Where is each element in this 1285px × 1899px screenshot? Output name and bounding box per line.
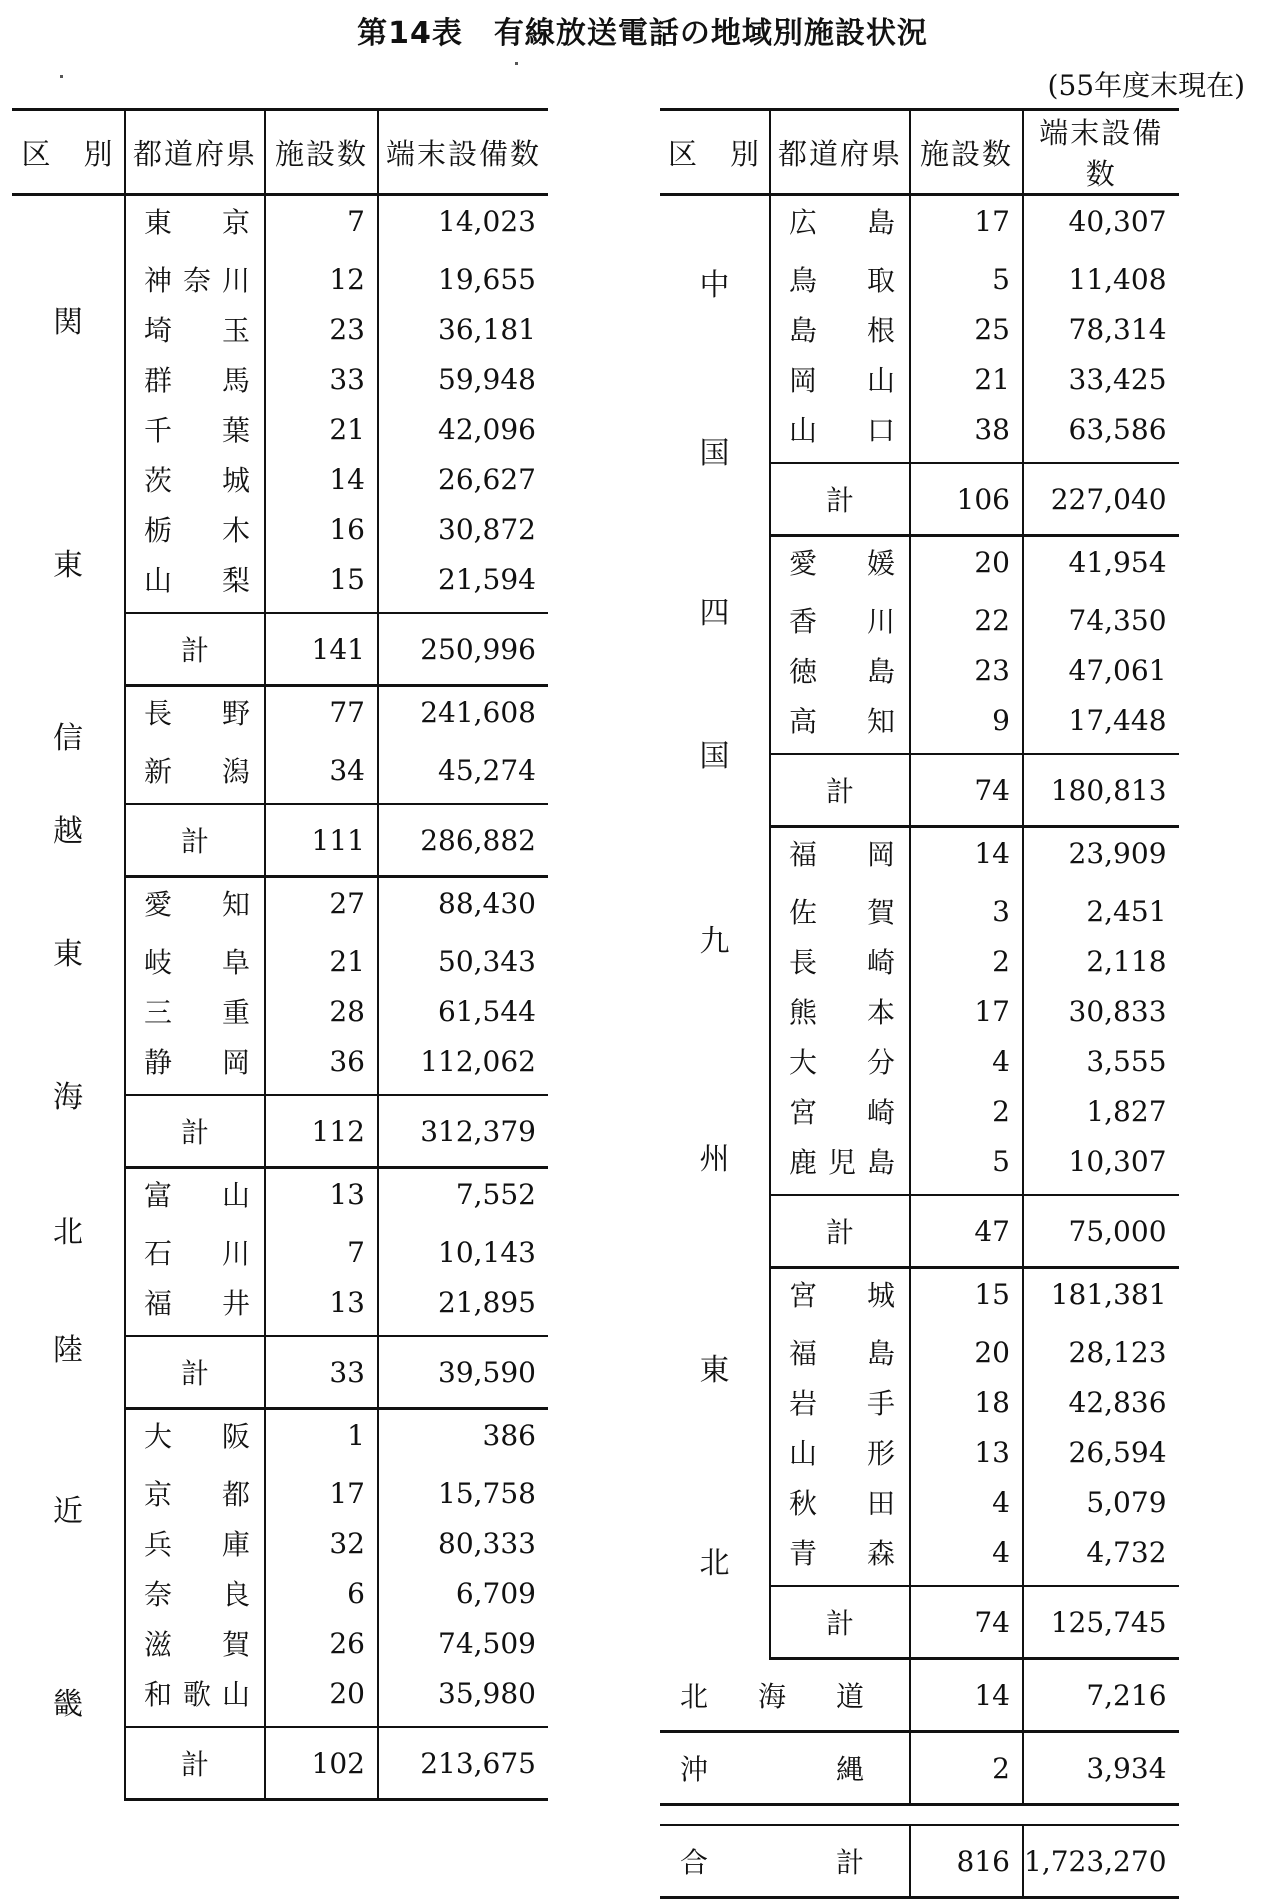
subtotal-label: 計 <box>125 613 265 686</box>
spacer <box>378 246 548 254</box>
prefecture-cell: 熊本 <box>770 986 910 1036</box>
spacer <box>910 1319 1023 1327</box>
terminals-cell: 181,381 <box>1050 1277 1167 1311</box>
terminals-cell: 23,909 <box>1068 836 1167 870</box>
subtotal-facilities: 102 <box>265 1727 378 1800</box>
region-cell <box>660 1268 770 1659</box>
prefecture-cell: 福井 <box>125 1277 265 1327</box>
single-region-row <box>660 1659 1179 1732</box>
region-name <box>660 1270 769 1656</box>
region-name <box>12 688 124 874</box>
prefecture-cell: 群馬 <box>125 354 265 404</box>
grand-total-terminals: 1,723,270 <box>1023 1825 1179 1898</box>
subtotal-terminals: 286,882 <box>378 804 548 877</box>
header-facilities: 施設数 <box>265 110 378 195</box>
facilities-cell: 27 <box>265 877 378 929</box>
prefecture-cell: 栃木 <box>125 504 265 554</box>
prefecture-cell: 和歌山 <box>125 1668 265 1718</box>
spacer <box>378 604 548 613</box>
terminals-cell: 26,627 <box>438 462 536 496</box>
facilities-cell: 21 <box>910 354 1023 404</box>
table-row <box>12 1168 548 1220</box>
facilities-cell: 5 <box>910 254 1023 304</box>
region-char: 北 <box>699 1545 730 1581</box>
subtotal-facilities: 74 <box>910 754 1023 827</box>
facilities-cell: 3 <box>910 886 1023 936</box>
facilities-cell: 14 <box>910 827 1023 879</box>
terminals-cell: 61,544 <box>438 994 536 1028</box>
facilities-cell: 14 <box>265 454 378 504</box>
terminals-cell: 36,181 <box>438 312 536 346</box>
spacer <box>265 795 378 804</box>
terminals-cell: 10,143 <box>438 1235 536 1269</box>
spacer <box>910 587 1023 595</box>
prefecture-cell: 山口 <box>770 404 910 454</box>
terminals-cell: 41,954 <box>1068 545 1167 579</box>
prefecture-cell: 石川 <box>125 1227 265 1277</box>
spacer <box>265 1219 378 1227</box>
spacer <box>378 1460 548 1468</box>
terminals-cell: 33,425 <box>1068 362 1167 396</box>
region-cell <box>12 877 125 1168</box>
single-region-label: 沖縄 <box>660 1732 910 1805</box>
facilities-cell: 28 <box>265 986 378 1036</box>
subtotal-facilities: 106 <box>910 463 1023 536</box>
facilities-cell: 20 <box>910 536 1023 588</box>
prefecture-cell: 香川 <box>770 595 910 645</box>
spacer <box>910 878 1023 886</box>
region-name <box>660 198 769 534</box>
spacer <box>770 745 910 754</box>
table-row <box>12 877 548 929</box>
region-cell <box>660 195 770 536</box>
spacer <box>1023 1319 1179 1327</box>
spacer <box>1023 878 1179 886</box>
prefecture-cell: 佐賀 <box>770 886 910 936</box>
spacer <box>910 745 1023 754</box>
header-prefecture: 都道府県 <box>125 110 265 195</box>
terminals-cell: 5,079 <box>1086 1485 1167 1519</box>
terminals-cell: 26,594 <box>1068 1435 1167 1469</box>
region-char: 近 <box>53 1493 83 1529</box>
terminals-cell: 11,408 <box>1068 262 1167 296</box>
terminals-cell: 30,872 <box>438 512 536 546</box>
region-char: 九 <box>699 924 730 959</box>
terminals-cell: 74,509 <box>438 1626 536 1660</box>
terminals-cell: 42,096 <box>438 412 536 446</box>
subtotal-label: 計 <box>125 804 265 877</box>
table-row <box>660 195 1179 247</box>
terminals-cell: 3,555 <box>1086 1044 1167 1078</box>
right-table <box>660 108 1179 1899</box>
subtotal-facilities: 33 <box>265 1336 378 1409</box>
terminals-cell: 50,343 <box>438 944 536 978</box>
subtotal-terminals: 75,000 <box>1023 1195 1179 1268</box>
facilities-cell: 77 <box>265 686 378 738</box>
prefecture-cell: 埼玉 <box>125 304 265 354</box>
terminals-cell: 21,594 <box>438 562 536 596</box>
terminals-cell: 17,448 <box>1068 703 1167 737</box>
spacer <box>770 1577 910 1586</box>
terminals-cell: 88,430 <box>438 886 536 920</box>
region-char: 海 <box>53 1079 83 1115</box>
prefecture-cell: 山形 <box>770 1427 910 1477</box>
spacer <box>910 1577 1023 1586</box>
spacer <box>770 1319 910 1327</box>
facilities-cell: 13 <box>910 1427 1023 1477</box>
table-row <box>660 827 1179 879</box>
spacer <box>378 795 548 804</box>
spacer <box>770 878 910 886</box>
spacer <box>265 737 378 745</box>
prefecture-cell: 静岡 <box>125 1036 265 1086</box>
prefecture-cell: 宮崎 <box>770 1086 910 1136</box>
subtotal-terminals: 312,379 <box>378 1095 548 1168</box>
terminals-cell: 80,333 <box>438 1526 536 1560</box>
prefecture-cell: 三重 <box>125 986 265 1036</box>
facilities-cell: 18 <box>910 1377 1023 1427</box>
facilities-cell: 32 <box>265 1518 378 1568</box>
table-title: 第14表 有線放送電話の地域別施設状況 <box>357 16 928 51</box>
terminals-cell: 2,451 <box>1086 894 1167 928</box>
prefecture-cell: 愛知 <box>125 877 265 929</box>
spacer <box>265 604 378 613</box>
left-table-block <box>12 108 660 1801</box>
region-name <box>12 1170 124 1406</box>
subtotal-facilities: 74 <box>910 1586 1023 1659</box>
region-cell <box>12 195 125 686</box>
facilities-cell: 6 <box>265 1568 378 1618</box>
facilities-cell: 4 <box>910 1527 1023 1577</box>
spacer <box>1023 1186 1179 1195</box>
prefecture-cell: 大分 <box>770 1036 910 1086</box>
prefecture-cell: 茨城 <box>125 454 265 504</box>
header-prefecture: 都道府県 <box>770 110 910 195</box>
facilities-cell: 36 <box>265 1036 378 1086</box>
table-row <box>660 1268 1179 1320</box>
spacer <box>910 454 1023 463</box>
spacer <box>378 1327 548 1336</box>
terminals-cell: 386 <box>482 1418 536 1452</box>
region-char: 東 <box>53 936 83 972</box>
facilities-cell: 12 <box>265 254 378 304</box>
spacer <box>1023 246 1179 254</box>
terminals-cell: 45,274 <box>438 753 536 787</box>
subtotal-facilities: 47 <box>910 1195 1023 1268</box>
region-char: 中 <box>699 267 730 303</box>
spacer <box>378 737 548 745</box>
facilities-cell: 16 <box>265 504 378 554</box>
spacer <box>125 1327 265 1336</box>
subtotal-label: 計 <box>770 1195 910 1268</box>
prefecture-cell: 奈良 <box>125 1568 265 1618</box>
spacer <box>770 454 910 463</box>
region-cell <box>12 686 125 877</box>
terminals-cell: 21,895 <box>438 1285 536 1319</box>
header-terminals: 端末設備数 <box>1023 110 1179 195</box>
facilities-cell: 21 <box>265 404 378 454</box>
prefecture-cell: 千葉 <box>125 404 265 454</box>
subtotal-terminals: 180,813 <box>1023 754 1179 827</box>
subtotal-terminals: 227,040 <box>1023 463 1179 536</box>
spacer-row <box>660 1805 1179 1826</box>
facilities-cell: 20 <box>910 1327 1023 1377</box>
region-char: 国 <box>699 738 730 774</box>
spacer <box>770 246 910 254</box>
table-row <box>660 536 1179 588</box>
grand-total-row <box>660 1825 1179 1898</box>
prefecture-cell: 宮城 <box>770 1268 910 1320</box>
subtotal-terminals: 125,745 <box>1023 1586 1179 1659</box>
spacer <box>660 1805 1179 1826</box>
prefecture-cell: 大阪 <box>125 1409 265 1461</box>
spacer <box>125 795 265 804</box>
terminals-cell: 3,934 <box>1023 1732 1179 1805</box>
prefecture-cell: 滋賀 <box>125 1618 265 1668</box>
facilities-cell: 2 <box>910 936 1023 986</box>
facilities-cell: 38 <box>910 404 1023 454</box>
spacer <box>770 1186 910 1195</box>
facilities-cell: 17 <box>910 195 1023 247</box>
terminals-cell: 47,061 <box>1068 653 1167 687</box>
region-char: 関 <box>53 305 83 341</box>
subtotal-label: 計 <box>125 1336 265 1409</box>
header-row <box>12 110 548 195</box>
spacer <box>125 1460 265 1468</box>
as-of-note: (55年度末現在) <box>1047 69 1245 102</box>
prefecture-cell: 福岡 <box>770 827 910 879</box>
subtotal-label: 計 <box>770 754 910 827</box>
facilities-cell: 33 <box>265 354 378 404</box>
table-row <box>12 195 548 247</box>
terminals-cell: 59,948 <box>438 362 536 396</box>
spacer <box>378 928 548 936</box>
spacer <box>125 1219 265 1227</box>
prefecture-cell: 長崎 <box>770 936 910 986</box>
facilities-cell: 7 <box>265 195 378 247</box>
terminals-cell: 7,216 <box>1023 1659 1179 1732</box>
facilities-cell: 2 <box>910 1732 1023 1805</box>
facilities-cell: 26 <box>265 1618 378 1668</box>
region-name <box>12 1411 124 1797</box>
region-char: 国 <box>699 435 730 471</box>
facilities-cell: 13 <box>265 1168 378 1220</box>
region-char: 畿 <box>53 1686 83 1722</box>
subtotal-label: 計 <box>770 463 910 536</box>
subtotal-facilities: 112 <box>265 1095 378 1168</box>
spacer <box>378 1718 548 1727</box>
terminals-cell: 42,836 <box>1068 1385 1167 1419</box>
terminals-cell: 6,709 <box>455 1576 536 1610</box>
spacer <box>265 928 378 936</box>
region-cell <box>12 1168 125 1409</box>
prefecture-cell: 徳島 <box>770 645 910 695</box>
region-char: 東 <box>53 548 83 584</box>
subtotal-label: 計 <box>770 1586 910 1659</box>
spacer <box>265 1718 378 1727</box>
spacer <box>125 928 265 936</box>
scan-speck <box>60 75 63 78</box>
facilities-cell: 13 <box>265 1277 378 1327</box>
facilities-cell: 1 <box>265 1409 378 1461</box>
table-row <box>12 1409 548 1461</box>
header-facilities: 施設数 <box>910 110 1023 195</box>
subtotal-label: 計 <box>125 1095 265 1168</box>
spacer <box>125 604 265 613</box>
facilities-cell: 5 <box>910 1136 1023 1186</box>
region-char: 信 <box>53 720 83 756</box>
terminals-cell: 63,586 <box>1068 412 1167 446</box>
spacer <box>1023 1577 1179 1586</box>
facilities-cell: 7 <box>265 1227 378 1277</box>
grand-total-label: 合計 <box>660 1825 910 1898</box>
region-cell <box>12 1409 125 1800</box>
facilities-cell: 20 <box>265 1668 378 1718</box>
spacer <box>1023 587 1179 595</box>
region-char: 東 <box>699 1352 730 1388</box>
terminals-cell: 4,732 <box>1086 1535 1167 1569</box>
spacer <box>265 246 378 254</box>
subtotal-facilities: 111 <box>265 804 378 877</box>
spacer <box>125 1718 265 1727</box>
facilities-cell: 17 <box>265 1468 378 1518</box>
prefecture-cell: 鳥取 <box>770 254 910 304</box>
subtotal-terminals: 39,590 <box>378 1336 548 1409</box>
spacer <box>125 246 265 254</box>
subtotal-label: 計 <box>125 1727 265 1800</box>
prefecture-cell: 福島 <box>770 1327 910 1377</box>
prefecture-cell: 長野 <box>125 686 265 738</box>
terminals-cell: 2,118 <box>1086 944 1167 978</box>
spacer <box>770 587 910 595</box>
table-row <box>12 686 548 738</box>
prefecture-cell: 神奈川 <box>125 254 265 304</box>
prefecture-cell: 兵庫 <box>125 1518 265 1568</box>
spacer <box>265 1460 378 1468</box>
subtotal-terminals: 213,675 <box>378 1727 548 1800</box>
terminals-cell: 7,552 <box>455 1177 536 1211</box>
terminals-cell: 19,655 <box>438 262 536 296</box>
terminals-cell: 112,062 <box>420 1044 536 1078</box>
facilities-cell: 34 <box>265 745 378 795</box>
spacer <box>125 1086 265 1095</box>
facilities-cell: 4 <box>910 1036 1023 1086</box>
right-table-block <box>660 108 1272 1899</box>
region-name <box>660 829 769 1265</box>
subtotal-terminals: 250,996 <box>378 613 548 686</box>
spacer <box>125 737 265 745</box>
terminals-cell: 74,350 <box>1068 603 1167 637</box>
spacer <box>910 1186 1023 1195</box>
region-cell <box>660 536 770 827</box>
prefecture-cell: 秋田 <box>770 1477 910 1527</box>
prefecture-cell: 岡山 <box>770 354 910 404</box>
spacer <box>910 246 1023 254</box>
facilities-cell: 2 <box>910 1086 1023 1136</box>
prefecture-cell: 青森 <box>770 1527 910 1577</box>
terminals-cell: 78,314 <box>1068 312 1167 346</box>
prefecture-cell: 高知 <box>770 695 910 745</box>
region-char: 四 <box>699 595 730 631</box>
prefecture-cell: 島根 <box>770 304 910 354</box>
region-cell <box>660 827 770 1268</box>
spacer <box>265 1086 378 1095</box>
scan-speck <box>515 62 518 65</box>
region-name <box>12 198 124 684</box>
terminals-cell: 40,307 <box>1068 204 1167 238</box>
facilities-cell: 22 <box>910 595 1023 645</box>
terminals-cell: 28,123 <box>1068 1335 1167 1369</box>
terminals-cell: 15,758 <box>438 1476 536 1510</box>
terminals-cell: 14,023 <box>438 204 536 238</box>
prefecture-cell: 富山 <box>125 1168 265 1220</box>
region-char: 陸 <box>53 1333 83 1368</box>
region-name <box>12 879 124 1165</box>
prefecture-cell: 東京 <box>125 195 265 247</box>
terminals-cell: 1,827 <box>1086 1094 1167 1128</box>
facilities-cell: 21 <box>265 936 378 986</box>
facilities-cell: 15 <box>910 1268 1023 1320</box>
left-table <box>12 108 548 1801</box>
spacer <box>1023 454 1179 463</box>
spacer <box>378 1086 548 1095</box>
spacer <box>378 1219 548 1227</box>
prefecture-cell: 岐阜 <box>125 936 265 986</box>
subtotal-facilities: 141 <box>265 613 378 686</box>
header-row <box>660 110 1179 195</box>
facilities-cell: 4 <box>910 1477 1023 1527</box>
terminals-cell: 241,608 <box>420 695 536 729</box>
region-name <box>660 538 769 824</box>
prefecture-cell: 山梨 <box>125 554 265 604</box>
prefecture-cell: 広島 <box>770 195 910 247</box>
region-char: 北 <box>53 1215 83 1250</box>
header-region: 区 別 <box>12 110 125 195</box>
single-region-row <box>660 1732 1179 1805</box>
spacer <box>1023 745 1179 754</box>
prefecture-cell: 岩手 <box>770 1377 910 1427</box>
region-char: 越 <box>53 813 83 849</box>
facilities-cell: 23 <box>910 645 1023 695</box>
terminals-cell: 30,833 <box>1068 994 1167 1028</box>
prefecture-cell: 京都 <box>125 1468 265 1518</box>
facilities-cell: 25 <box>910 304 1023 354</box>
facilities-cell: 17 <box>910 986 1023 1036</box>
single-region-label: 北海道 <box>660 1659 910 1732</box>
facilities-cell: 9 <box>910 695 1023 745</box>
terminals-cell: 10,307 <box>1068 1144 1167 1178</box>
header-terminals: 端末設備数 <box>378 110 548 195</box>
header-region: 区 別 <box>660 110 770 195</box>
facilities-cell: 15 <box>265 554 378 604</box>
prefecture-cell: 新潟 <box>125 745 265 795</box>
facilities-cell: 23 <box>265 304 378 354</box>
region-char: 州 <box>699 1142 730 1177</box>
prefecture-cell: 愛媛 <box>770 536 910 588</box>
facilities-cell: 14 <box>910 1659 1023 1732</box>
terminals-cell: 35,980 <box>438 1676 536 1710</box>
prefecture-cell: 鹿児島 <box>770 1136 910 1186</box>
grand-total-facilities: 816 <box>910 1825 1023 1898</box>
spacer <box>265 1327 378 1336</box>
